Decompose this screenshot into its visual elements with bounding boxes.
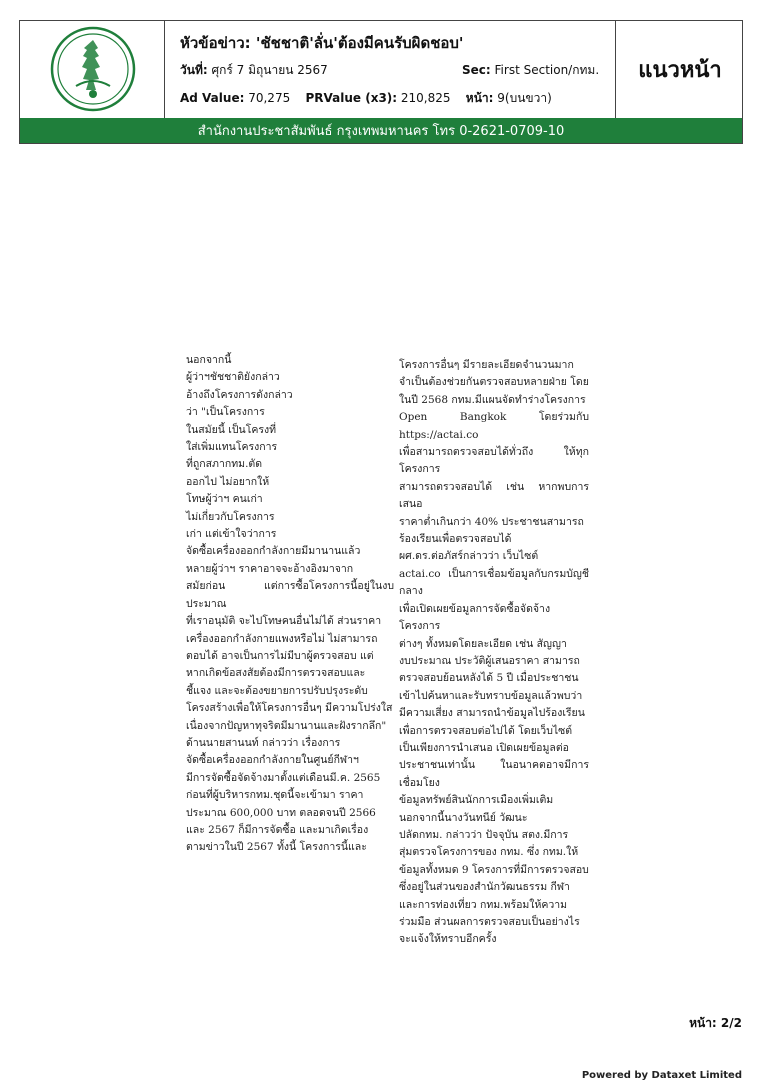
section-info xyxy=(462,61,599,80)
date-row xyxy=(180,61,610,80)
pr-value-label: PRValue (x3): xyxy=(305,91,398,105)
article-column-left: นอกจากนี้ ผู้ว่าฯชัชชาติยังกล่าว อ้างถึงโครงการดังกล่าว ว่า "เป็นโครงการ ในสมัยนี้ เป็นโครงที่ ใส่เพิ่มแทนโครงการ ที่ถูกสภากทม.ตัด ออกไป ไม่อยากให้ โทษผู้ว่าฯ คนเก่า ไม่เกี่ยวกับโครงการ เก่า แต่เข้าใจว่าการ จัดซื้อเครื่องออกกำลังกายมีมานานแล้ว หลายผู้ว่าฯ ราคาอาจจะอ้างอิงมาจาก สมัยก่อน แต่การซื้อโครงการนี้อยู่ในงบประมาณ ที่เราอนุมัติ จะไปโทษคนอื่นไม่ได้ ส่วนราคา เครื่องออกกำลังกายแพงหรือไม่ ไม่สามารถ ตอบได้ อาจเป็นการไม่มีบาผู้ตรวจสอบ แต่ หากเกิดข้อสงสัยต้องมีการตรวจสอบและ ชี้แจง และจะต้องขยายการปรับปรุงระดับ โครงสร้างเพื่อให้โครงการอื่นๆ มีความโปร่งใส เนื่องจากปัญหาทุจริตมีมานานและฝังรากลึก" ด้านนายสานนท์ กล่าวว่า เรื่องการ จัดซื้อเครื่องออกกำลังกายในศูนย์กีฬาฯ มีการจัดซื้อจัดจ้างมาตั้งแต่เดือนมี.ค. 2565 ก่อนที่ผู้บริหารกทม.ชุดนี้จะเข้ามา ราคา ประมาณ 600,000 บาท ตลอดจนปี 2566 และ 2567 ก็มีการจัดซื้อ และมาเกิดเรื่อง ตามข่าวในปี 2567 ทั้งนี้ โครงการนี้และ xyxy=(186,354,394,854)
sec-value: First Section/กทม. xyxy=(494,63,600,77)
date-value: ศุกร์ 7 มิถุนายน 2567 xyxy=(211,63,328,77)
contact-bar: สำนักงานประชาสัมพันธ์ กรุงเทพมหานคร โทร 0-2621-0709-10 xyxy=(20,118,742,143)
ad-value: 70,275 xyxy=(248,91,291,105)
page-label: หน้า: xyxy=(465,91,494,105)
logo-box xyxy=(20,21,165,118)
date-label: วันที่: xyxy=(180,63,208,77)
value-row xyxy=(180,89,610,108)
ad-value-label: Ad Value: xyxy=(180,91,245,105)
pr-value: 210,825 xyxy=(400,91,451,105)
newspaper-name: แนวหน้า xyxy=(615,21,744,118)
headline-label: หัวข้อข่าว: xyxy=(180,34,251,52)
headline-row xyxy=(180,31,464,55)
powered-by: Powered by Dataxet Limited xyxy=(581,1070,742,1081)
headline: 'ชัชชาติ'ลั่น'ต้องมีคนรับผิดชอบ' xyxy=(255,34,464,52)
article-column-right: โครงการอื่นๆ มีรายละเอียดจำนวนมาก จำเป็นต้องช่วยกันตรวจสอบหลายฝ่าย โดย ในปี 2568 กทม.มีแผนจัดทำร่างโครงการ Open Bangkok โดยร่วมกับ https://actai.co เพื่อสามารถตรวจสอบได้ทั่วถึง ให้ทุกโครงการ สามารถตรวจสอบได้ เช่น หากพบการเสนอ ราคาต่ำเกินกว่า 40% ประชาชนสามารถ ร้องเรียนเพื่อตรวจสอบได้ ผศ.ดร.ต่อภัสร์กล่าวว่า เว็บไซต์ actai.co เป็นการเชื่อมข้อมูลกับกรมบัญชีกลาง เพื่อเปิดเผยข้อมูลการจัดซื้อจัดจ้างโครงการ ต่างๆ ทั้งหมดโดยละเอียด เช่น สัญญา งบประมาณ ประวัติผู้เสนอราคา สามารถ ตรวจสอบย้อนหลังได้ 5 ปี เมื่อประชาชน เข้าไปค้นหาและรับทราบข้อมูลแล้วพบว่า มีความเสี่ยง สามารถนำข้อมูลไปร้องเรียน เพื่อการตรวจสอบต่อไปได้ โดยเว็บไซต์ เป็นเพียงการนำเสนอ เปิดเผยข้อมูลต่อ ประชาชนเท่านั้น ในอนาคตอาจมีการเชื่อมโยง ข้อมูลทรัพย์สินนักการเมืองเพิ่มเติม นอกจากนี้นางวันทนีย์ วัฒนะ ปลัดกทม. กล่าวว่า ปัจจุบัน สตง.มีการ สุ่มตรวจโครงการของ กทม. ซึ่ง กทม.ให้ ข้อมูลทั้งหมด 9 โครงการที่มีการตรวจสอบ ซึ่งอยู่ในส่วนของสำนักวัฒนธรรม กีฬา และการท่องเที่ยว กทม.พร้อมให้ความ ร่วมมือ ส่วนผลการตรวจสอบเป็นอย่างไร จะแจ้งให้ทราบอีกครั้ง xyxy=(399,359,589,946)
clipping-header xyxy=(19,20,743,144)
page-indicator: หน้า: 2/2 xyxy=(689,1016,742,1030)
page-value: 9(บนขวา) xyxy=(497,91,552,105)
bangkok-seal-logo xyxy=(50,26,136,112)
sec-label: Sec: xyxy=(462,63,491,77)
clipping-info xyxy=(180,21,615,118)
